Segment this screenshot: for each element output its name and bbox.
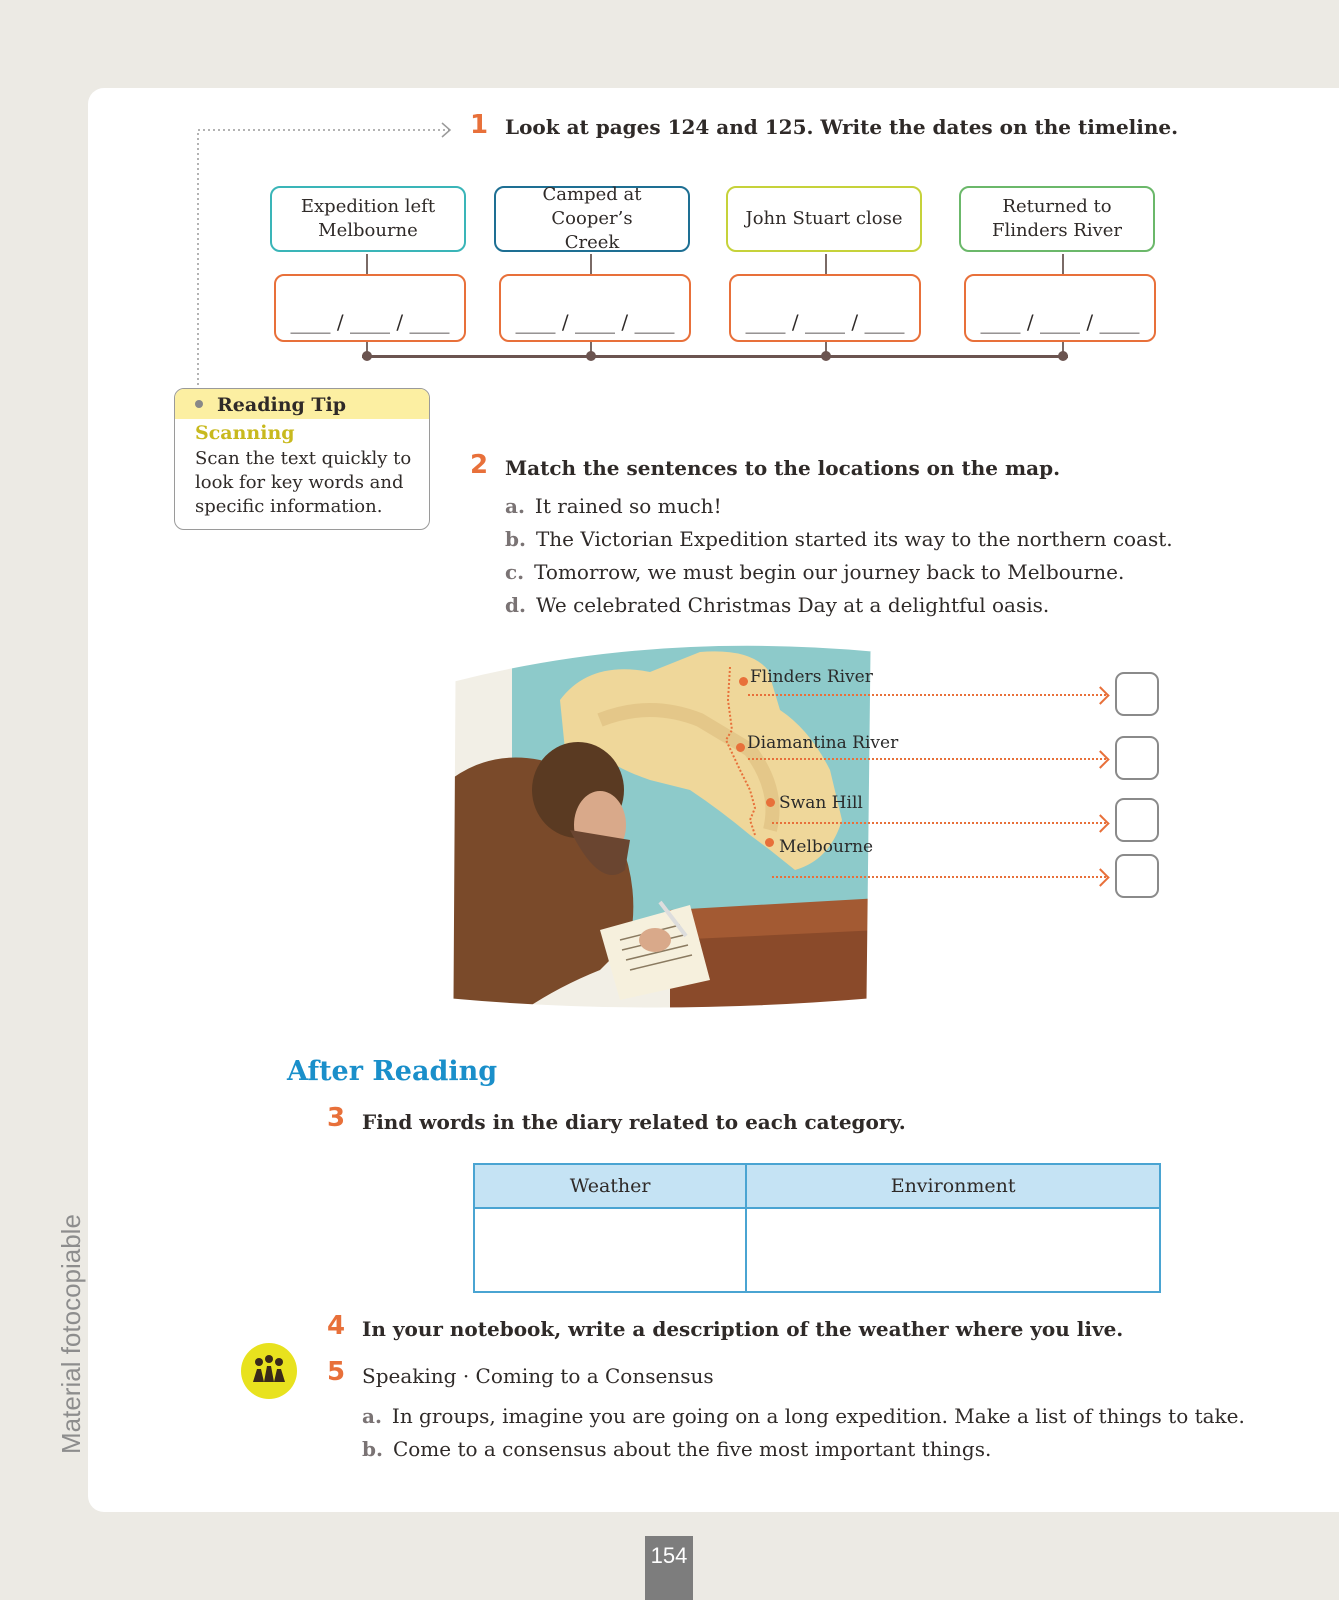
event-label: John Stuart close <box>745 208 903 229</box>
map-marker <box>766 798 775 807</box>
item-text: In groups, imagine you are going on a long expedition. Make a list of things to take. <box>391 1404 1245 1428</box>
q1-instruction: Look at pages 124 and 125. Write the dates on the timeline. <box>505 115 1179 139</box>
item-text: Tomorrow, we must begin our journey back to Melbourne. <box>534 560 1125 584</box>
item-letter: b. <box>362 1437 383 1461</box>
reading-tip-subtitle: Scanning <box>195 422 295 444</box>
map-marker <box>736 743 745 752</box>
event-box-coopers-creek <box>494 186 690 252</box>
bullet-icon <box>195 400 203 408</box>
reading-tip-header <box>175 389 429 419</box>
item-text: The Victorian Expedition started its way to the northern coast. <box>535 527 1173 551</box>
match-dotted-line <box>748 758 1106 760</box>
map-marker <box>765 838 774 847</box>
q2-item-d <box>505 593 1049 617</box>
date-input-box[interactable]: ____ / ____ / ____ <box>964 274 1156 342</box>
q2-instruction: Match the sentences to the locations on the map. <box>505 456 1061 480</box>
event-box-flinders-return <box>959 186 1155 252</box>
event-label: Camped at Cooper’s Creek <box>542 184 642 253</box>
event-label: Expedition left Melbourne <box>300 196 436 241</box>
q3-number: 3 <box>327 1103 346 1133</box>
column-header-weather: Weather <box>474 1164 746 1208</box>
q5-item-a <box>362 1404 1245 1428</box>
q1-number: 1 <box>470 110 489 140</box>
answer-box-swan-hill[interactable] <box>1115 798 1159 842</box>
timeline-line <box>362 355 1068 358</box>
answer-box-flinders-river[interactable] <box>1115 672 1159 716</box>
answer-box-diamantina-river[interactable] <box>1115 736 1159 780</box>
timeline-dot <box>821 351 831 361</box>
date-input-box[interactable]: ____ / ____ / ____ <box>274 274 466 342</box>
q5-number: 5 <box>327 1357 346 1387</box>
sidebar-photocopiable-text: Material fotocopiable <box>56 1214 86 1454</box>
q2-item-a <box>505 494 722 518</box>
match-dotted-line <box>772 876 1106 878</box>
map-label-swan-hill: Swan Hill <box>779 793 863 813</box>
timeline-connector <box>366 254 368 274</box>
q5-item-b <box>362 1437 991 1461</box>
match-dotted-line <box>772 822 1106 824</box>
item-letter: a. <box>362 1404 382 1428</box>
item-text: Come to a consensus about the five most important things. <box>392 1437 992 1461</box>
page-number: 154 <box>645 1536 693 1600</box>
category-table <box>473 1163 1161 1293</box>
q2-item-c <box>505 560 1124 584</box>
q2-item-b <box>505 527 1173 551</box>
item-text: We celebrated Christmas Day at a delightful oasis. <box>535 593 1050 617</box>
item-letter: d. <box>505 593 526 617</box>
match-dotted-line <box>748 694 1106 696</box>
timeline-dot <box>1058 351 1068 361</box>
explorer-map-illustration <box>450 640 880 1020</box>
reading-tip-box <box>174 388 430 530</box>
answer-box-melbourne[interactable] <box>1115 854 1159 898</box>
reading-tip-body: Scan the text quickly to look for key words and specific information. <box>195 448 412 517</box>
date-input-box[interactable]: ____ / ____ / ____ <box>729 274 921 342</box>
item-letter: c. <box>505 560 525 584</box>
reading-tip-title: Reading Tip <box>217 394 347 416</box>
item-letter: b. <box>505 527 526 551</box>
timeline-connector <box>825 254 827 274</box>
map-label-flinders-river: Flinders River <box>750 667 873 687</box>
timeline-dot <box>586 351 596 361</box>
item-text: It rained so much! <box>534 494 722 518</box>
event-box-expedition-left <box>270 186 466 252</box>
environment-answer-cell[interactable] <box>746 1208 1160 1292</box>
map-marker <box>739 677 748 686</box>
weather-answer-cell[interactable] <box>474 1208 746 1292</box>
q3-instruction: Find words in the diary related to each category. <box>362 1110 906 1134</box>
q4-number: 4 <box>327 1311 346 1341</box>
map-label-diamantina-river: Diamantina River <box>747 733 899 753</box>
timeline-connector <box>590 254 592 274</box>
q5-instruction: Speaking · Coming to a Consensus <box>362 1364 714 1388</box>
date-input-box[interactable]: ____ / ____ / ____ <box>499 274 691 342</box>
item-letter: a. <box>505 494 525 518</box>
timeline-dot <box>362 351 372 361</box>
column-header-environment: Environment <box>746 1164 1160 1208</box>
q4-instruction: In your notebook, write a description of the weather where you live. <box>362 1317 1124 1341</box>
event-box-john-stuart <box>726 186 922 252</box>
after-reading-heading: After Reading <box>287 1056 498 1087</box>
map-label-melbourne: Melbourne <box>779 837 874 857</box>
event-label: Returned to Flinders River <box>991 196 1123 241</box>
group-work-icon <box>240 1342 298 1400</box>
timeline-connector <box>1062 254 1064 274</box>
q2-number: 2 <box>470 450 489 480</box>
